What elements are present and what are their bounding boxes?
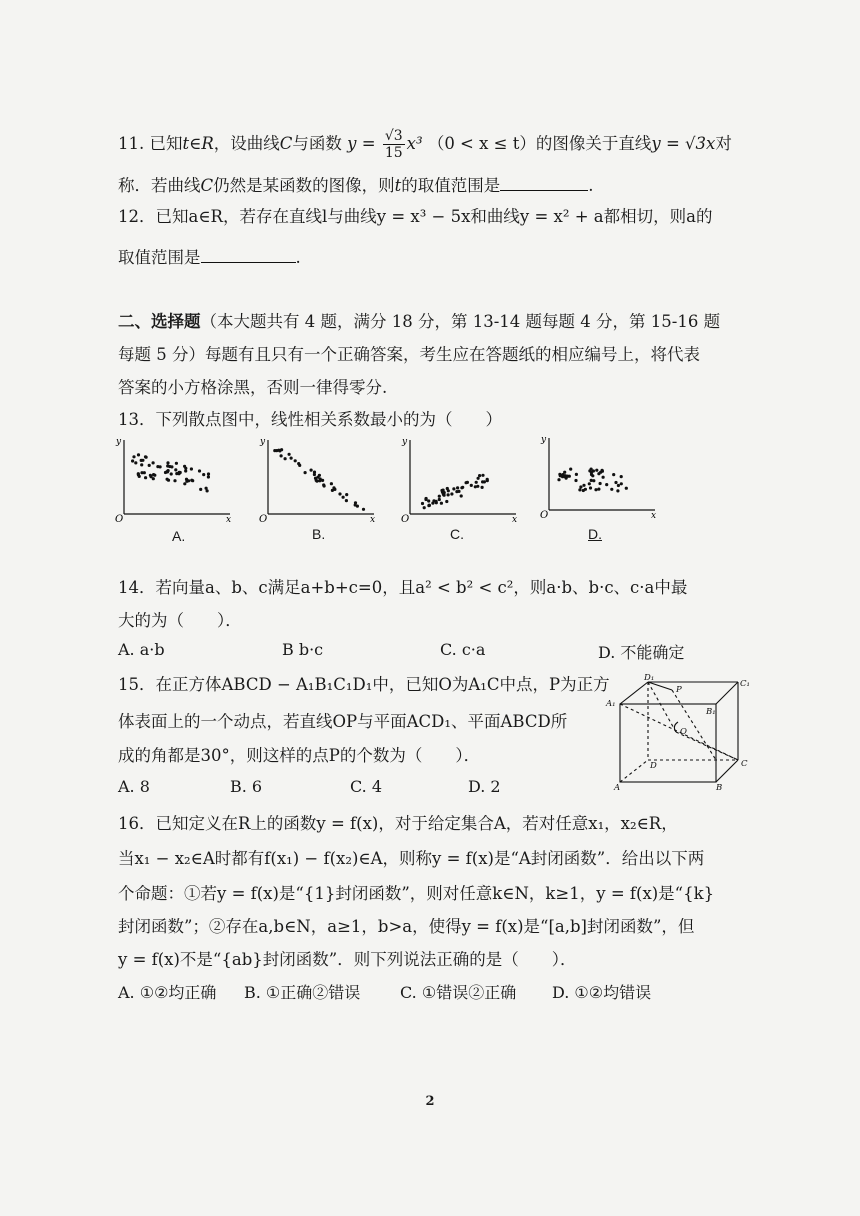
q15-line1: 15．在正方体ABCD − A₁B₁C₁D₁中，已知O为A₁C中点，P为正方: [118, 675, 610, 694]
scatter-point: [574, 479, 577, 482]
q15-line2: 体表面上的一个动点，若直线OP与平面ACD₁、平面ABCD所: [118, 712, 568, 731]
scatter-point: [190, 467, 193, 470]
q14-line1: 14．若向量a、b、c满足a+b+c=0，且a² < b² < c²，则a·b、b·c、c·a中最: [118, 578, 688, 597]
answer-blank[interactable]: [201, 248, 296, 263]
scatter-point: [148, 464, 151, 467]
q14-option-b[interactable]: B b·c: [282, 640, 324, 659]
scatter-point: [338, 492, 341, 495]
scatter-point: [207, 472, 210, 475]
scatter-a: [115, 437, 231, 525]
svg-text:y: y: [402, 437, 408, 447]
scatter-point: [477, 477, 480, 480]
scatter-point: [288, 453, 291, 456]
scatter-point: [578, 488, 581, 491]
scatter-point: [563, 471, 566, 474]
option-a-label[interactable]: A.: [172, 528, 186, 544]
scatter-point: [134, 461, 137, 464]
svg-text:C: C: [741, 759, 748, 769]
scatter-point: [625, 487, 628, 490]
scatter-point: [345, 499, 348, 502]
svg-text:A₁: A₁: [606, 699, 616, 709]
scatter-point: [455, 490, 458, 493]
section2-line2: 每题 5 分）每题有且只有一个正确答案，考生应在答题纸的相应编号上，将代表: [118, 345, 700, 364]
svg-text:x: x: [651, 511, 657, 521]
q16-line5: y = f(x)不是“{ab}封闭函数”．则下列说法正确的是（ ）．: [118, 950, 577, 969]
scatter-point: [588, 482, 591, 485]
scatter-point: [605, 483, 608, 486]
q16-line3: 个命题：①若y = f(x)是“{1}封闭函数”，则对任意k∈N，k≥1，y = f(x)是“{k}: [118, 884, 715, 903]
svg-text:y: y: [541, 435, 547, 445]
scatter-point: [199, 488, 202, 491]
scatter-point: [582, 489, 585, 492]
fraction: $\frac{√3}{15}$: [384, 128, 403, 161]
scatter-point: [342, 496, 345, 499]
scatter-point: [565, 477, 568, 480]
section2-line3: 答案的小方格涂黑，否则一律得零分.: [118, 378, 388, 397]
scatter-point: [466, 481, 469, 484]
svg-text:P: P: [676, 685, 682, 695]
scatter-point: [315, 480, 318, 483]
q14-line2: 大的为（ ）．: [118, 611, 242, 630]
q16-option-d[interactable]: D. ①②均错误: [552, 983, 652, 1002]
scatter-point: [612, 473, 615, 476]
svg-text:x: x: [370, 515, 376, 525]
q15-option-c[interactable]: C. 4: [350, 777, 383, 796]
q15-option-b[interactable]: B. 6: [230, 777, 263, 796]
scatter-point: [446, 487, 449, 490]
scatter-point: [590, 473, 593, 476]
scatter-point: [168, 465, 171, 468]
q11-line2: 称．若曲线C仍然是某函数的图像，则t的取值范围是 .: [118, 176, 594, 195]
svg-text:x: x: [226, 515, 232, 525]
scatter-point: [152, 461, 155, 464]
q14-option-a[interactable]: A. a·b: [118, 640, 165, 659]
scatter-point: [280, 454, 283, 457]
scatter-point: [319, 477, 322, 480]
scatter-point: [435, 500, 438, 503]
scatter-point: [138, 475, 141, 478]
scatter-point: [575, 473, 578, 476]
scatter-c: [401, 437, 517, 525]
scatter-point: [156, 465, 159, 468]
scatter-point: [280, 448, 283, 451]
q11-line1: 11. 已知t∈R，设曲线C与函数 y = $\frac{√3}{15}$ x³ （0 < x ≤ t）的图像关于直线y = √3x对: [118, 128, 732, 161]
scatter-point: [177, 472, 180, 475]
scatter-point: [486, 479, 489, 482]
svg-text:O: O: [680, 727, 687, 737]
scatter-point: [452, 487, 455, 490]
scatter-point: [579, 485, 582, 488]
scatter-point: [173, 479, 176, 482]
scatter-point: [167, 469, 170, 472]
scatter-point: [152, 473, 155, 476]
q16-option-c[interactable]: C. ①错误②正确: [400, 983, 517, 1002]
scatter-point: [616, 489, 619, 492]
scatter-point: [569, 468, 572, 471]
scatter-point: [198, 469, 201, 472]
q14-option-c[interactable]: C. c·a: [440, 640, 486, 659]
scatter-point: [431, 502, 434, 505]
q13-stem: 13．下列散点图中，线性相关系数最小的为（ ）: [118, 410, 502, 429]
q14-option-d[interactable]: D. 不能确定: [598, 643, 685, 662]
scatter-point: [442, 493, 445, 496]
scatter-point: [461, 486, 464, 489]
scatter-point: [132, 455, 135, 458]
scatter-point: [590, 479, 593, 482]
scatter-point: [558, 473, 561, 476]
q16-option-a[interactable]: A. ①②均正确: [118, 983, 217, 1002]
q16-line4: 封闭函数”；②存在a,b∈N，a≥1，b>a，使得y = f(x)是“[a,b]封闭函数”，但: [118, 917, 695, 936]
scatter-point: [423, 506, 426, 509]
cube-figure: [604, 672, 754, 790]
q15-option-a[interactable]: A. 8: [118, 777, 150, 796]
svg-text:D: D: [650, 761, 657, 771]
answer-blank[interactable]: [500, 176, 588, 191]
option-b-label[interactable]: B.: [312, 526, 326, 542]
q16-option-b[interactable]: B. ①正确②错误: [244, 983, 361, 1002]
svg-text:O: O: [259, 514, 268, 525]
scatter-point: [590, 468, 593, 471]
scatter-point: [294, 459, 297, 462]
scatter-point: [149, 474, 152, 477]
q16-line2: 当x₁ − x₂∈A时都有f(x₁) − f(x₂)∈A，则称y = f(x)是“A封闭函数”．给出以下两: [118, 849, 705, 868]
scatter-point: [140, 463, 143, 466]
scatter-point: [447, 493, 450, 496]
scatter-point: [421, 502, 424, 505]
scatter-point: [460, 494, 463, 497]
scatter-point: [481, 486, 484, 489]
scatter-point: [277, 449, 280, 452]
scatter-point: [167, 479, 170, 482]
scatter-point: [184, 469, 187, 472]
scatter-point: [476, 485, 479, 488]
scatter-point: [187, 479, 190, 482]
scatter-point: [190, 479, 193, 482]
svg-text:O: O: [540, 510, 549, 521]
svg-text:x: x: [512, 515, 518, 525]
scatter-point: [170, 472, 173, 475]
svg-text:y: y: [116, 437, 122, 447]
scatter-point: [313, 471, 316, 474]
scatter-point: [205, 487, 208, 490]
scatter-point: [599, 482, 602, 485]
scatter-point: [428, 504, 431, 507]
option-d-label[interactable]: D.: [588, 526, 602, 542]
scatter-point: [290, 457, 293, 460]
svg-text:O: O: [401, 514, 410, 525]
scatter-point: [330, 482, 333, 485]
scatter-point: [438, 498, 441, 501]
scatter-point: [614, 481, 617, 484]
scatter-point: [450, 492, 453, 495]
svg-text:y: y: [260, 437, 266, 447]
scatter-point: [483, 480, 486, 483]
scatter-point: [362, 508, 365, 511]
scatter-point: [589, 486, 592, 489]
svg-text:O: O: [115, 514, 124, 525]
option-c-label[interactable]: C.: [450, 526, 464, 542]
svg-text:B: B: [716, 783, 723, 790]
scatter-point: [174, 468, 177, 471]
scatter-b: [259, 437, 375, 525]
q12-line1: 12．已知a∈R，若存在直线l与曲线y = x³ − 5x和曲线y = x² + a都相切，则a的: [118, 207, 713, 226]
scatter-point: [445, 500, 448, 503]
scatter-point: [144, 455, 147, 458]
q12-line2: 取值范围是 .: [118, 248, 301, 267]
scatter-point: [131, 459, 134, 462]
scatter-point: [140, 471, 143, 474]
scatter-point: [152, 477, 155, 480]
scatter-point: [297, 462, 300, 465]
scatter-point: [620, 482, 623, 485]
scatter-point: [332, 486, 335, 489]
scatter-point: [144, 476, 147, 479]
scatter-point: [620, 475, 623, 478]
scatter-d: [540, 435, 656, 521]
scatter-point: [175, 462, 178, 465]
scatter-point: [438, 495, 441, 498]
scatter-point: [602, 476, 605, 479]
scatter-point: [183, 482, 186, 485]
q15-option-d[interactable]: D. 2: [468, 777, 501, 796]
scatter-point: [141, 459, 144, 462]
scatter-point: [207, 475, 210, 478]
scatter-point: [597, 488, 600, 491]
scatter-point: [470, 484, 473, 487]
scatter-point: [557, 478, 560, 481]
scatter-point: [310, 469, 313, 472]
scatter-point: [345, 493, 348, 496]
page-number: 2: [425, 1094, 435, 1109]
scatter-point: [599, 471, 602, 474]
scatter-point: [202, 473, 205, 476]
scatter-point: [354, 503, 357, 506]
scatter-point: [425, 497, 428, 500]
scatter-point: [475, 481, 478, 484]
svg-text:B₁: B₁: [706, 707, 716, 717]
scatter-point: [166, 461, 169, 464]
scatter-point: [304, 471, 307, 474]
scatter-point: [323, 484, 326, 487]
scatter-point: [456, 486, 459, 489]
svg-text:D₁: D₁: [644, 673, 655, 683]
scatter-point: [427, 499, 430, 502]
scatter-point: [137, 453, 140, 456]
scatter-point: [617, 484, 620, 487]
scatter-plots: [112, 434, 672, 526]
section-title: 二、选择题: [118, 312, 201, 331]
scatter-point: [582, 484, 585, 487]
scatter-point: [481, 474, 484, 477]
scatter-point: [440, 502, 443, 505]
scatter-point: [284, 457, 287, 460]
section2-line1: 二、选择题（本大题共有 4 题，满分 18 分，第 13-14 题每题 4 分，第 15-16 题: [118, 312, 721, 331]
scatter-point: [610, 488, 613, 491]
svg-text:C₁: C₁: [740, 679, 750, 689]
q16-line1: 16．已知定义在R上的函数y = f(x)，对于给定集合A，若对任意x₁，x₂∈R，: [118, 814, 678, 833]
scatter-point: [594, 488, 597, 491]
q15-line3: 成的角都是30°，则这样的点P的个数为（ ）．: [118, 746, 481, 765]
svg-text:A: A: [614, 783, 621, 790]
scatter-point: [478, 474, 481, 477]
scatter-point: [595, 469, 598, 472]
